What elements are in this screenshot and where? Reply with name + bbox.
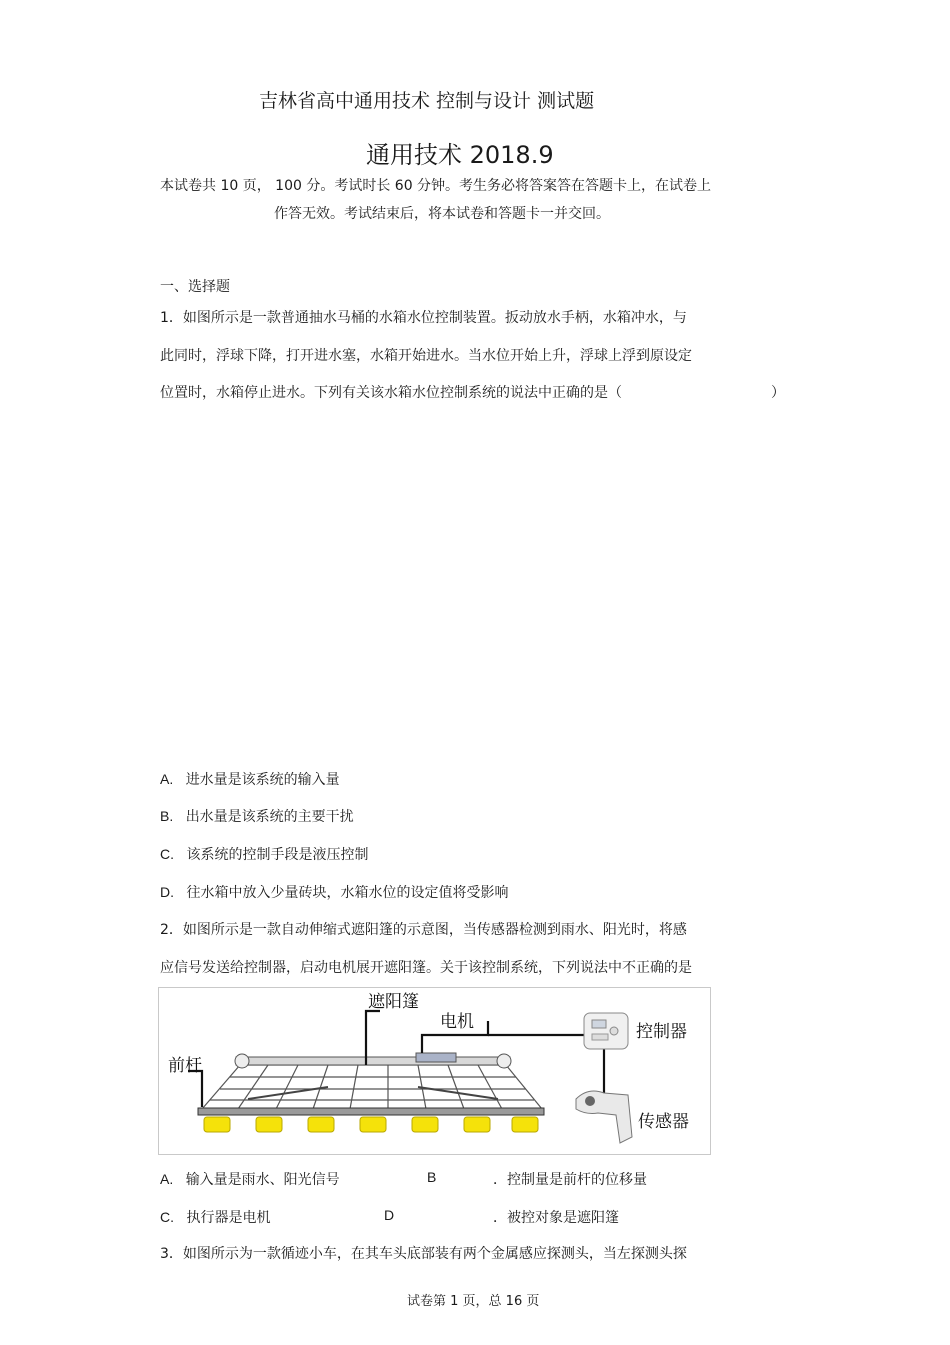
option-letter: A. xyxy=(160,771,174,787)
q2-option-a xyxy=(160,1169,340,1189)
label-sensor: 传感器 xyxy=(638,1112,689,1132)
page-footer: 试卷第 1 页，总 16 页 xyxy=(407,1294,540,1309)
q1-option-c xyxy=(160,844,368,864)
question-2-line2: 应信号发送给控制器，启动电机展开遮阳篷。关于该控制系统，下列说法中不正确的是 xyxy=(160,960,692,976)
q1-option-d xyxy=(160,882,508,902)
label-motor: 电机 xyxy=(440,1012,474,1032)
exam-subtitle: 通用技术 2018.9 xyxy=(366,141,554,169)
question-2-line1: 2．如图所示是一款自动伸缩式遮阳篷的示意图，当传感器检测到雨水、阳光时，将感 xyxy=(160,922,687,938)
option-text: 执行器是电机 xyxy=(186,1210,271,1226)
question-1-line1: 1．如图所示是一款普通抽水马桶的水箱水位控制装置。扳动放水手柄，水箱冲水，与 xyxy=(160,310,687,326)
q2-option-b-text: ．控制量是前杆的位移量 xyxy=(493,1172,647,1188)
awning-diagram xyxy=(158,987,711,1155)
label-front-bar: 前杆 xyxy=(168,1056,202,1076)
label-awning: 遮阳篷 xyxy=(368,992,419,1012)
label-controller: 控制器 xyxy=(636,1022,687,1042)
option-text: 出水量是该系统的主要干扰 xyxy=(185,809,354,825)
roller-bar xyxy=(236,1057,510,1065)
roller-end-right xyxy=(497,1054,511,1068)
roller-end-left xyxy=(235,1054,249,1068)
q1-option-b xyxy=(160,806,354,826)
question-1-close-paren: ） xyxy=(771,385,785,401)
option-letter: C. xyxy=(160,1209,174,1225)
option-letter: B. xyxy=(160,808,174,824)
option-letter: A. xyxy=(160,1171,174,1187)
controller-device xyxy=(584,1013,628,1049)
option-text: 该系统的控制手段是液压控制 xyxy=(186,847,369,863)
q2-option-d-letter: D xyxy=(384,1207,395,1223)
q1-option-a xyxy=(160,769,340,789)
option-text: 输入量是雨水、阳光信号 xyxy=(185,1172,340,1188)
question-1-line3: 位置时，水箱停止进水。下列有关该水箱水位控制系统的说法中正确的是（ xyxy=(160,385,622,401)
option-text: 往水箱中放入少量砖块，水箱水位的设定值将受影响 xyxy=(186,885,509,901)
exam-notice-line2: 作答无效。考试结束后，将本试卷和答题卡一并交回。 xyxy=(274,206,610,222)
q2-option-d-text: ．被控对象是遮阳篷 xyxy=(493,1210,619,1226)
option-text: 进水量是该系统的输入量 xyxy=(185,772,340,788)
section-heading: 一、选择题 xyxy=(160,279,230,295)
motor-box xyxy=(416,1053,456,1062)
exam-title: 吉林省高中通用技术 控制与设计 测试题 xyxy=(259,90,595,112)
question-3-line1: 3．如图所示为一款循迹小车，在其车头底部装有两个金属感应探测头，当左探测头探 xyxy=(160,1246,687,1262)
option-letter: D. xyxy=(160,884,174,900)
q2-option-b-letter: B xyxy=(427,1169,437,1185)
question-1-line2: 此同时，浮球下降，打开进水塞，水箱开始进水。当水位开始上升，浮球上浮到原设定 xyxy=(160,348,692,364)
exam-notice-line1: 本试卷共 10 页， 100 分。考试时长 60 分钟。考生务必将答案答在答题卡上，在试卷上 xyxy=(160,178,712,194)
option-letter: C. xyxy=(160,846,174,862)
q2-option-c xyxy=(160,1207,270,1227)
front-bar xyxy=(198,1108,544,1115)
